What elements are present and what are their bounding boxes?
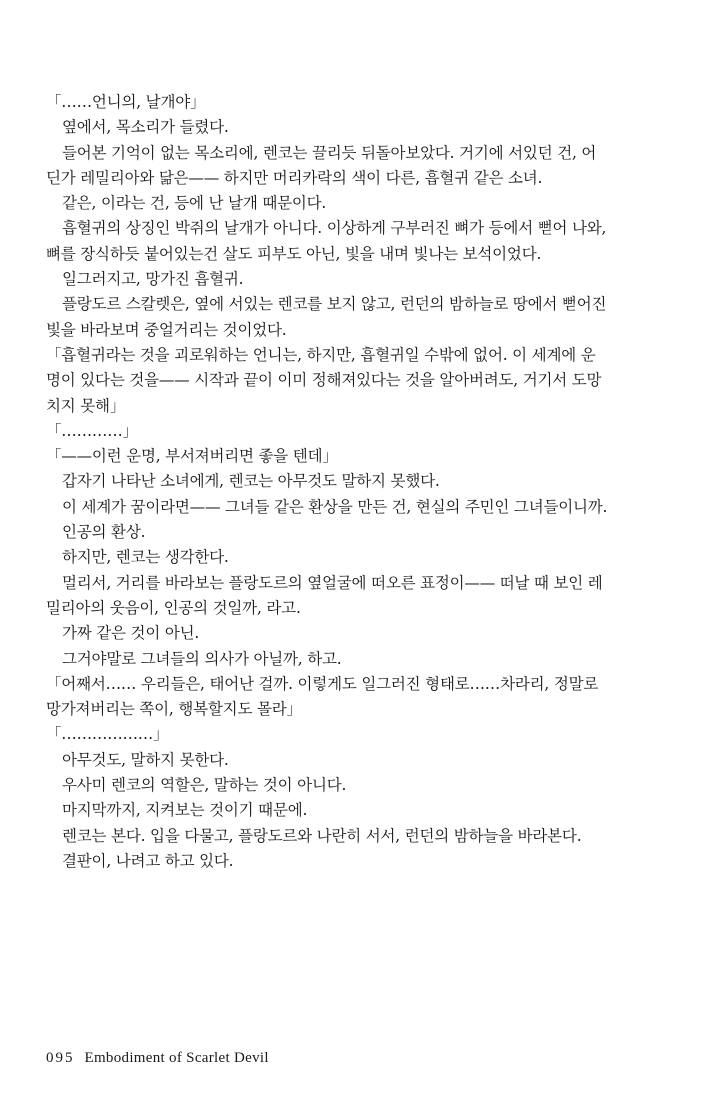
text-line: 망가져버리는 쪽이, 행복할지도 몰라」 xyxy=(46,700,302,719)
text-line: 갑자기 나타난 소녀에게, 렌코는 아무것도 말하지 못했다. xyxy=(62,472,440,491)
text-line: 딘가 레밀리아와 닮은—— 하지만 머리카락의 색이 다른, 흡혈귀 같은 소녀. xyxy=(46,168,543,187)
body-text xyxy=(46,90,676,874)
text-line: 하지만, 렌코는 생각한다. xyxy=(62,548,229,567)
text-line: 가짜 같은 것이 아닌. xyxy=(62,624,200,643)
text-line: 멀리서, 거리를 바라보는 플랑도르의 옆얼굴에 떠오른 표정이—— 떠날 때 보인 레 xyxy=(62,573,603,592)
text-line: 렌코는 본다. 입을 다물고, 플랑도르와 나란히 서서, 런던의 밤하늘을 바라본다. xyxy=(62,826,582,845)
text-line: 그거야말로 그녀들의 의사가 아닐까, 하고. xyxy=(62,649,342,668)
text-line: 밀리아의 웃음이, 인공의 것일까, 라고. xyxy=(46,598,301,617)
book-title: Embodiment of Scarlet Devil xyxy=(84,1050,269,1066)
text-line: 이 세계가 꿈이라면—— 그녀들 같은 환상을 만든 건, 현실의 주민인 그녀들이니까. xyxy=(62,497,608,516)
text-line: 플랑도르 스칼렛은, 옆에 서있는 렌코를 보지 않고, 런던의 밤하늘로 땅에서 뻗어진 xyxy=(62,295,607,314)
page-footer xyxy=(46,1050,269,1067)
text-line: 아무것도, 말하지 못한다. xyxy=(62,750,229,769)
text-line: 빛을 바라보며 중얼거리는 것이었다. xyxy=(46,320,287,339)
page-number: 095 xyxy=(46,1050,75,1066)
text-line: 일그러지고, 망가진 흡혈귀. xyxy=(62,270,244,289)
text-line: 「……언니의, 날개야」 xyxy=(46,93,206,111)
text-line: 들어본 기억이 없는 목소리에, 렌코는 끌리듯 뒤돌아보았다. 거기에 서있던 건, 어 xyxy=(62,143,597,162)
text-line: 「어째서…… 우리들은, 태어난 걸까. 이렇게도 일그러진 형태로……차라리, 정말로 xyxy=(46,674,599,693)
text-line: 같은, 이라는 건, 등에 난 날개 때문이다. xyxy=(62,194,327,213)
text-line: 「——이런 운명, 부서져버리면 좋을 텐데」 xyxy=(46,447,338,466)
text-line: 「…………」 xyxy=(46,421,138,440)
text-line: 치지 못해」 xyxy=(46,396,126,415)
text-line: 뼈를 장식하듯 붙어있는건 살도 피부도 아닌, 빛을 내며 빛나는 보석이었다. xyxy=(46,244,542,263)
text-line: 결판이, 나려고 하고 있다. xyxy=(62,851,234,870)
text-line: 명이 있다는 것을—— 시작과 끝이 이미 정해져있다는 것을 알아버려도, 거기서 도망 xyxy=(46,371,602,390)
text-line: 우사미 렌코의 역할은, 말하는 것이 아니다. xyxy=(62,776,347,795)
text-line: 옆에서, 목소리가 들렸다. xyxy=(62,118,229,137)
text-line: 인공의 환상. xyxy=(62,523,146,542)
text-line: 흡혈귀의 상징인 박쥐의 날개가 아니다. 이상하게 구부러진 뼈가 등에서 뻗어 나와, xyxy=(62,219,607,238)
text-line: 마지막까지, 지켜보는 것이기 때문에. xyxy=(62,801,308,820)
text-line: 「………………」 xyxy=(46,725,169,744)
text-line: 「흡혈귀라는 것을 괴로워하는 언니는, 하지만, 흡혈귀일 수밖에 없어. 이 세계에 운 xyxy=(46,345,596,364)
